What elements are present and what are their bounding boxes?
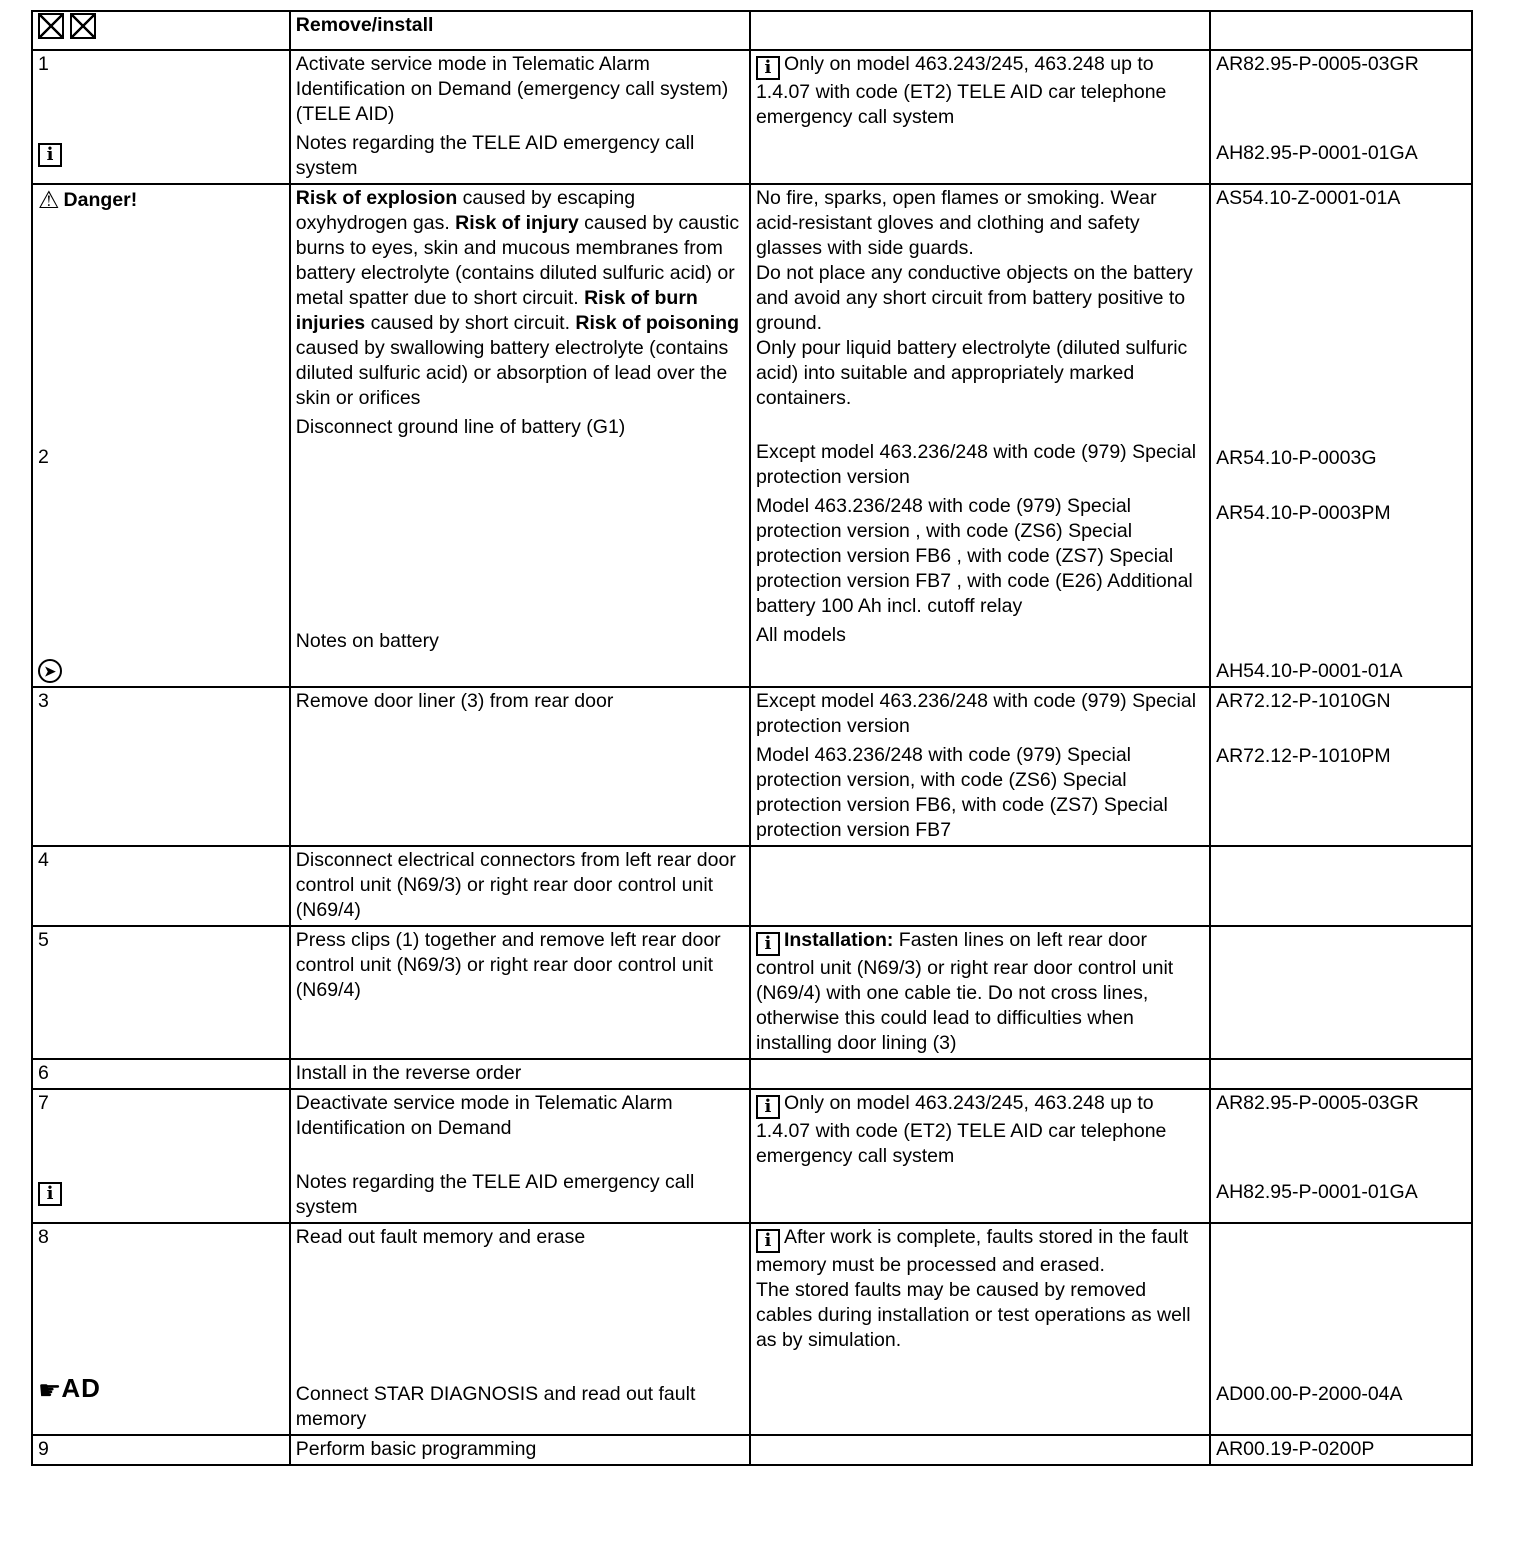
- step-cell: [32, 184, 290, 687]
- reference-link[interactable]: AH82.95-P-0001-01GA: [1216, 1181, 1418, 1203]
- table-header-row: [32, 11, 1472, 50]
- header-empty-cell: [750, 11, 1210, 50]
- step-cell: [32, 50, 290, 184]
- reference-cell: [1210, 1059, 1472, 1089]
- note-text: After work is complete, faults stored in the fault memory must be processed and erased.: [755, 1226, 1189, 1276]
- operation-cell: [290, 1223, 750, 1435]
- step-cell: 9: [32, 1435, 290, 1465]
- note-text: Fasten lines on left rear door control unit (N69/3) or right rear door control unit (N69/4) with one cable tie. Do not cross lines, otherwise this could lead to difficulties when installing door lining (3): [755, 929, 1174, 1054]
- operation-cell: Press clips (1) together and remove left rear door control unit (N69/3) or right rear door control unit (N69/4): [290, 926, 750, 1059]
- operation-subtext: Notes regarding the TELE AID emergency call system: [295, 132, 695, 179]
- operation-cell: [290, 1089, 750, 1223]
- operation-subtext: Notes regarding the TELE AID emergency call system: [295, 1171, 695, 1218]
- warning-icon: ⚠: [38, 187, 60, 214]
- header-icons-cell: [32, 11, 290, 50]
- note-cell: [750, 687, 1210, 846]
- operation-cell: [290, 184, 750, 687]
- step-cell: 5: [32, 926, 290, 1059]
- danger-body: caused by short circuit.: [365, 312, 576, 334]
- star-diagnosis-label: [38, 1373, 284, 1405]
- pointing-hand-icon: ☛: [38, 1375, 62, 1405]
- note-text: Only on model 463.243/245, 463.248 up to 1.4.07 with code (ET2) TELE AID car telephone emergency call system: [755, 1092, 1167, 1167]
- operation-cell: Install in the reverse order: [290, 1059, 750, 1089]
- note-text: Do not place any conductive objects on the battery and avoid any short circuit from battery positive to ground.: [755, 262, 1193, 334]
- note-text-wrap: [756, 1225, 1204, 1278]
- danger-body: caused by caustic burns to eyes, skin and mucous membranes from battery electrolyte (contains diluted sulfuric acid) or metal spatter due to short circuit.: [295, 212, 740, 309]
- table-row: [32, 1059, 1472, 1089]
- danger-body: caused by swallowing battery electrolyte (contains diluted sulfuric acid) or absorption of lead over the skin or orifices: [295, 337, 729, 409]
- reference-link[interactable]: AH54.10-P-0001-01A: [1216, 660, 1403, 682]
- danger-heading: Risk of burn injuries: [295, 287, 698, 334]
- operation-subtext: Connect STAR DIAGNOSIS and read out fault memory: [295, 1383, 696, 1430]
- note-text: The stored faults may be caused by removed cables during installation or test operations as well as by simulation.: [755, 1279, 1191, 1351]
- collapse-icon[interactable]: [70, 13, 96, 39]
- info-icon: [38, 1182, 62, 1206]
- reference-link[interactable]: AR82.95-P-0005-03GR: [1216, 1092, 1419, 1114]
- reference-cell: [1210, 184, 1472, 687]
- danger-heading: Risk of injury: [455, 212, 579, 234]
- reference-link[interactable]: AR72.12-P-1010PM: [1216, 745, 1391, 767]
- step-number: 2: [38, 446, 49, 468]
- note-cell: [750, 1089, 1210, 1223]
- procedure-table: [31, 10, 1473, 1466]
- header-title: Remove/install: [290, 11, 750, 50]
- reference-cell: [1210, 1089, 1472, 1223]
- reference-cell: [1210, 846, 1472, 926]
- info-icon: [38, 143, 62, 167]
- note-text: No fire, sparks, open flames or smoking. Wear acid-resistant gloves and clothing and safety glasses with side guards.: [755, 187, 1157, 259]
- reference-link[interactable]: AR82.95-P-0005-03GR: [1216, 53, 1419, 75]
- table-row: [32, 687, 1472, 846]
- note-cell: [750, 926, 1210, 1059]
- table-row: [32, 1089, 1472, 1223]
- danger-heading: Risk of poisoning: [575, 312, 740, 334]
- info-icon: [756, 56, 780, 80]
- operation-text: Read out fault memory and erase: [295, 1226, 586, 1248]
- table-row: [32, 926, 1472, 1059]
- reference-link[interactable]: AS54.10-Z-0001-01A: [1216, 187, 1401, 209]
- note-text: All models: [755, 624, 846, 646]
- reference-cell: [1210, 50, 1472, 184]
- step-number: 1: [38, 53, 49, 75]
- operation-text: Activate service mode in Telematic Alarm Identification on Demand (emergency call system) (TELE AID): [295, 53, 729, 125]
- note-cell: [750, 184, 1210, 687]
- table-row: [32, 1223, 1472, 1435]
- operation-text: Disconnect ground line of battery (G1): [295, 416, 626, 438]
- step-number: 7: [38, 1092, 49, 1114]
- step-cell: [32, 1223, 290, 1435]
- table-row: [32, 50, 1472, 184]
- step-cell: [32, 1089, 290, 1223]
- note-cell: [750, 1059, 1210, 1089]
- note-cell: [750, 1223, 1210, 1435]
- danger-body: caused by escaping oxyhydrogen gas.: [295, 187, 636, 234]
- note-text: Only on model 463.243/245, 463.248 up to 1.4.07 with code (ET2) TELE AID car telephone emergency call system: [755, 53, 1167, 128]
- note-cell: [750, 846, 1210, 926]
- table-row: [32, 1435, 1472, 1465]
- danger-heading: Risk of explosion: [295, 187, 458, 209]
- reference-link[interactable]: AH82.95-P-0001-01GA: [1216, 142, 1418, 164]
- note-text: Only pour liquid battery electrolyte (diluted sulfuric acid) into suitable and appropriately marked containers.: [755, 337, 1188, 409]
- operation-text: Deactivate service mode in Telematic Alarm Identification on Demand: [295, 1092, 673, 1139]
- operation-cell: Disconnect electrical connectors from left rear door control unit (N69/3) or right rear door control unit (N69/4): [290, 846, 750, 926]
- reference-cell: [1210, 926, 1472, 1059]
- info-icon: [756, 932, 780, 956]
- table-row: [32, 846, 1472, 926]
- step-cell: 3: [32, 687, 290, 846]
- arrow-right-icon: ➤: [38, 659, 62, 683]
- reference-cell: [1210, 687, 1472, 846]
- reference-link[interactable]: AR72.12-P-1010GN: [1216, 690, 1391, 712]
- ad-label: AD: [61, 1373, 101, 1403]
- danger-text: [296, 186, 744, 411]
- note-text: Model 463.236/248 with code (979) Special protection version , with code (ZS6) Special protection version FB6 , with code (ZS7) Special protection version FB7 , with code (E26) Additional battery 100 Ah incl. cutoff relay: [755, 495, 1193, 617]
- note-text: Model 463.236/248 with code (979) Special protection version, with code (ZS6) Special protection version FB6, with code (ZS7) Special protection version FB7: [755, 744, 1168, 841]
- table-row: [32, 184, 1472, 687]
- step-number: 8: [38, 1226, 49, 1248]
- note-text: Except model 463.236/248 with code (979) Special protection version: [755, 441, 1197, 488]
- note-heading: Installation:: [783, 929, 894, 951]
- header-empty-cell: [1210, 11, 1472, 50]
- danger-label-line: [38, 188, 284, 213]
- operation-cell: Remove door liner (3) from rear door: [290, 687, 750, 846]
- note-cell: [750, 50, 1210, 184]
- note-text: Except model 463.236/248 with code (979) Special protection version: [755, 690, 1197, 737]
- reference-cell: [1210, 1435, 1472, 1465]
- reference-link[interactable]: AR54.10-P-0003G: [1216, 447, 1377, 469]
- operation-cell: Perform basic programming: [290, 1435, 750, 1465]
- note-cell: [750, 1435, 1210, 1465]
- reference-link[interactable]: AR00.19-P-0200P: [1216, 1438, 1375, 1460]
- danger-label: Danger!: [63, 189, 138, 211]
- reference-cell: [1210, 1223, 1472, 1435]
- expand-icon[interactable]: [38, 13, 64, 39]
- info-icon: [756, 1095, 780, 1119]
- step-cell: 6: [32, 1059, 290, 1089]
- reference-link[interactable]: AR54.10-P-0003PM: [1216, 502, 1391, 524]
- reference-link[interactable]: AD00.00-P-2000-04A: [1216, 1383, 1403, 1405]
- info-icon: [756, 1229, 780, 1253]
- step-cell: 4: [32, 846, 290, 926]
- operation-cell: [290, 50, 750, 184]
- operation-subtext: Notes on battery: [295, 630, 439, 652]
